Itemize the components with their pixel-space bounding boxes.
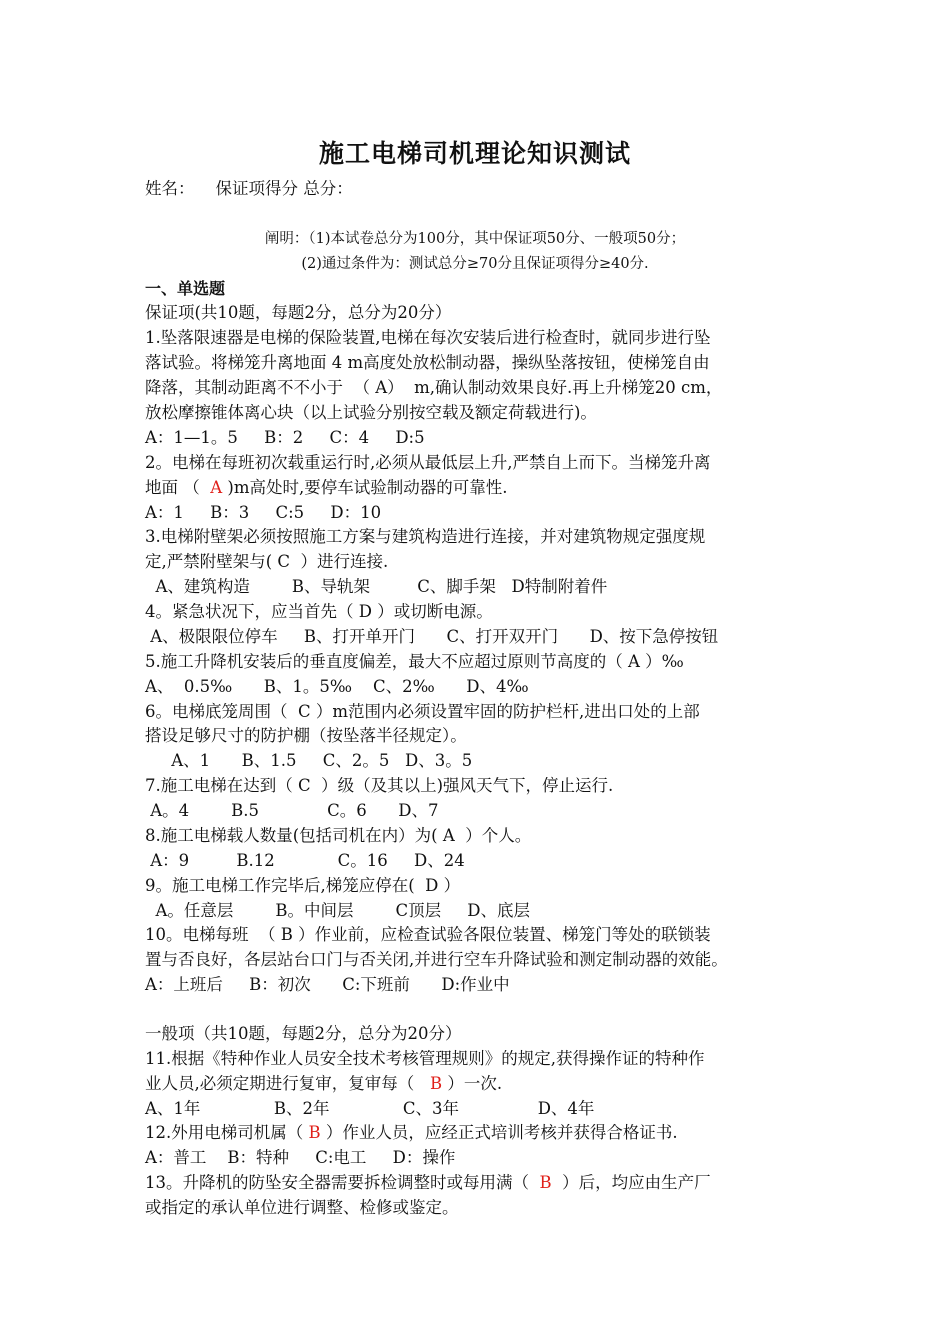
- question-6-options: A、1 B、1.5 C、2。5 D、3。5: [145, 751, 473, 770]
- question-6-line: 6。电梯底笼周围（ C ）m范围内必须设置牢固的防护栏杆,进出口处的上部: [145, 702, 700, 721]
- question-8-options: A：9 B.12 C。16 D、24: [145, 851, 465, 870]
- question-3-line: 3.电梯附壁架必须按照施工方案与建筑构造进行连接，并对建筑物规定强度规: [145, 527, 706, 546]
- question-11-text: 业人员,必须定期进行复审，复审每（: [145, 1074, 430, 1093]
- question-13-answer: B: [539, 1173, 552, 1192]
- question-13-text: 13。升降机的防坠安全器需要拆检调整时或每用满（: [145, 1173, 540, 1192]
- question-6-line: 搭设足够尺寸的防护棚（按坠落半径规定）。: [145, 726, 467, 745]
- question-1-options: A：1—1。5 B：2 C：4 D:5: [145, 428, 425, 447]
- question-12-text: 12.外用电梯司机属（: [145, 1123, 309, 1142]
- question-7-line: 7.施工电梯在达到（ C ）级（及其以上)强风天气下，停止运行.: [145, 776, 614, 795]
- question-1-line: 放松摩擦锥体离心块（以上试验分别按空载及额定荷载进行)。: [145, 403, 597, 422]
- question-2-line: [145, 475, 508, 500]
- question-5-line: 5.施工升降机安装后的垂直度偏差，最大不应超过原则节高度的（ A ）‰: [145, 652, 684, 671]
- question-4-line: 4。紧急状况下，应当首先（ D ）或切断电源。: [145, 602, 493, 621]
- question-4-options: A、极限限位停车 B、打开单开门 C、打开双开门 D、按下急停按钮: [145, 627, 719, 646]
- question-12-line: [145, 1120, 678, 1145]
- question-3-options: A、建筑构造 B、导轨架 C、脚手架 D特制附着件: [145, 577, 608, 596]
- section-title: 一、单选题: [145, 279, 226, 298]
- question-1-line: 落试验。将梯笼升离地面 4 m高度处放松制动器，操纵坠落按钮，使梯笼自由: [145, 353, 710, 372]
- question-12-text: ）作业人员，应经正式培训考核并获得合格证书.: [320, 1123, 678, 1142]
- question-10-options: A：上班后 B：初次 C:下班前 D:作业中: [145, 975, 510, 994]
- question-13-line: 或指定的承认单位进行调整、检修或鉴定。: [145, 1198, 459, 1217]
- question-7-options: A。4 B.5 C。6 D、7: [145, 801, 439, 820]
- page-title: 施工电梯司机理论知识测试: [318, 139, 631, 168]
- question-9-options: A。任意层 B。中间层 C顶层 D、底层: [145, 901, 531, 920]
- question-13-text: ）后，均应由生产厂: [551, 1173, 711, 1192]
- question-11-answer: B: [429, 1074, 443, 1093]
- question-2-text: )m高处时,要停车试验制动器的可靠性.: [222, 478, 508, 497]
- question-2-line: 2。电梯在每班初次载重运行时,必须从最低层上升,严禁自上而下。当梯笼升离: [145, 453, 711, 472]
- question-1-line: 1.坠落限速器是电梯的保险装置,电梯在每次安装后进行检查时，就同步进行坠: [145, 328, 711, 347]
- question-11-text: ）一次.: [442, 1074, 503, 1093]
- question-12-options: A：普工 B：特种 C:电工 D：操作: [145, 1148, 456, 1167]
- question-10-line: 10。电梯每班 （ B ）作业前，应检查试验各限位装置、梯笼门等处的联锁装: [145, 925, 711, 944]
- subsection-title: 保证项(共10题，每题2分，总分为20分）: [145, 303, 452, 322]
- subsection-title: 一般项（共10题，每题2分，总分为20分）: [145, 1024, 462, 1043]
- note-line-2: (2)通过条件为：测试总分≥70分且保证项得分≥40分.: [301, 256, 649, 272]
- question-2-options: A：1 B：3 C:5 D：10: [145, 503, 382, 522]
- question-2-answer: A: [210, 478, 223, 497]
- question-13-line: [145, 1170, 711, 1195]
- question-11-line: 11.根据《特种作业人员安全技术考核管理规则》的规定,获得操作证的特种作: [145, 1049, 705, 1068]
- question-11-options: A、1年 B、2年 C、3年 D、4年: [145, 1099, 595, 1118]
- question-8-line: 8.施工电梯载人数量(包括司机在内）为( A ）个人。: [145, 826, 532, 845]
- question-10-line: 置与否良好，各层站台口门与否关闭,并进行空车升降试验和测定制动器的效能。: [145, 950, 728, 969]
- note-line-1: 阐明：（1)本试卷总分为100分，其中保证项50分、一般项50分；: [264, 231, 686, 247]
- question-3-line: 定,严禁附壁架与( C ）进行连接.: [145, 552, 389, 571]
- question-2-text: 地面 （: [145, 478, 211, 497]
- question-5-options: A、 0.5‰ B、1。5‰ C、2‰ D、4‰: [145, 677, 529, 696]
- question-12-answer: B: [308, 1123, 321, 1142]
- question-11-line: [145, 1071, 502, 1096]
- header-line: 姓名： 保证项得分 总分：: [145, 179, 353, 198]
- question-9-line: 9。施工电梯工作完毕后,梯笼应停在( D ）: [145, 876, 461, 895]
- question-1-line: 降落，其制动距离不不小于 （ A） m,确认制动效果良好.再上升梯笼20 cm，: [145, 378, 723, 397]
